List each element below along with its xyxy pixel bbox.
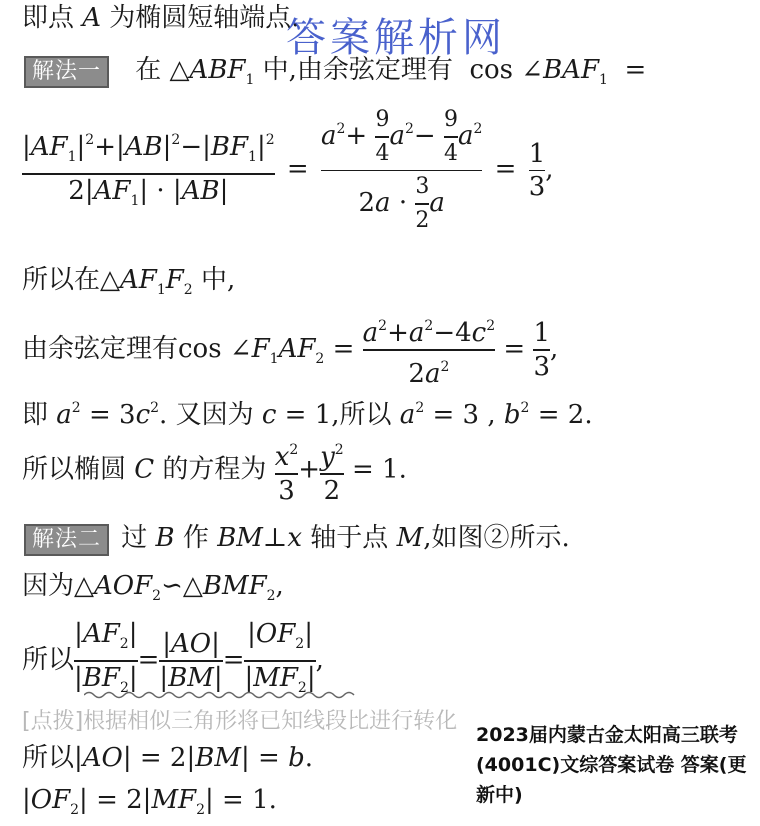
method2-lead: 解法二 过 B 作 BM⊥x 轴于点 M,如图②所示. bbox=[24, 522, 570, 556]
method1-line-2: 所以在$\triangle AF_1F_2$ 中, bbox=[22, 265, 236, 298]
method1-lead: 解法一 在 $\triangle ABF_1$ 中,由余弦定理有 $\cos \angle BAF_1$ = bbox=[24, 54, 646, 96]
method2-line-5: $|OF_2| = 2|MF_2| = 1$. bbox=[22, 785, 277, 818]
method1-tag: 解法一 bbox=[24, 56, 109, 88]
method2-line-2: 因为$\triangle AOF_2∽\triangle BMF_2$, bbox=[22, 571, 284, 604]
method2-line-3: 所以 $\frac{|AF_2|}{|BF_2|}$ = $\frac{|AO|}{|BM|}$ = $\frac{|OF_2|}{|MF_2|}$ , bbox=[22, 619, 324, 696]
eq1-lhs-fraction: $\frac{|AF_1|^2+|AB|^2-|BF_1|^2}{2|AF_1| \cdot |AB|}$ bbox=[22, 132, 275, 209]
wavy-underline bbox=[84, 690, 364, 700]
method1-line-3: 由余弦定理有$\cos \angle F_1AF_2$ = $\frac{a^2+a^2-4c^2}{2a^2}$ = $\frac{1}{3}$ , bbox=[22, 318, 559, 389]
method1-line-4: 即 $a^2 = 3c^2$. 又因为 c = 1,所以 $a^2 = 3$ , $b^2 = 2$. bbox=[22, 400, 593, 430]
hint-note: [点拨]根据相似三角形将已知线段比进行转化 bbox=[22, 709, 458, 734]
eq1-mid-fraction: $a^2+$ $\frac{9}{4}$ $a^2-$ $\frac{9}{4}$ $a^2$ 2a · $\frac{3}{2}$ a bbox=[320, 107, 483, 233]
document-caption: 2023届内蒙古金太阳高三联考(4001C)文综答案试卷 答案(更新中) bbox=[476, 720, 758, 810]
method2-tag: 解法二 bbox=[24, 524, 109, 556]
watermark: 答案解析网 bbox=[286, 15, 506, 61]
intro-line: 即点 A 为椭圆短轴端点. bbox=[22, 3, 300, 33]
method1-line-5: 所以椭圆 C 的方程为 $\frac{x^2}{3}$ + $\frac{y^2}{2}$ = 1. bbox=[22, 442, 407, 506]
equation-cosine-1: $\frac{|AF_1|^2+|AB|^2-|BF_1|^2}{2|AF_1| \cdot |AB|}$ = $a^2+$ $\frac{9}{4}$ $a^2-$ $\frac{9}{4}$ $a^2$ 2a · $\frac{3}{2}$ a = $\frac{1}{3}$ , bbox=[22, 104, 554, 237]
eq1-result-fraction: $\frac{1}{3}$ bbox=[528, 138, 546, 202]
method2-line-4: 所以|AO| = 2|BM| = b. bbox=[22, 743, 313, 773]
